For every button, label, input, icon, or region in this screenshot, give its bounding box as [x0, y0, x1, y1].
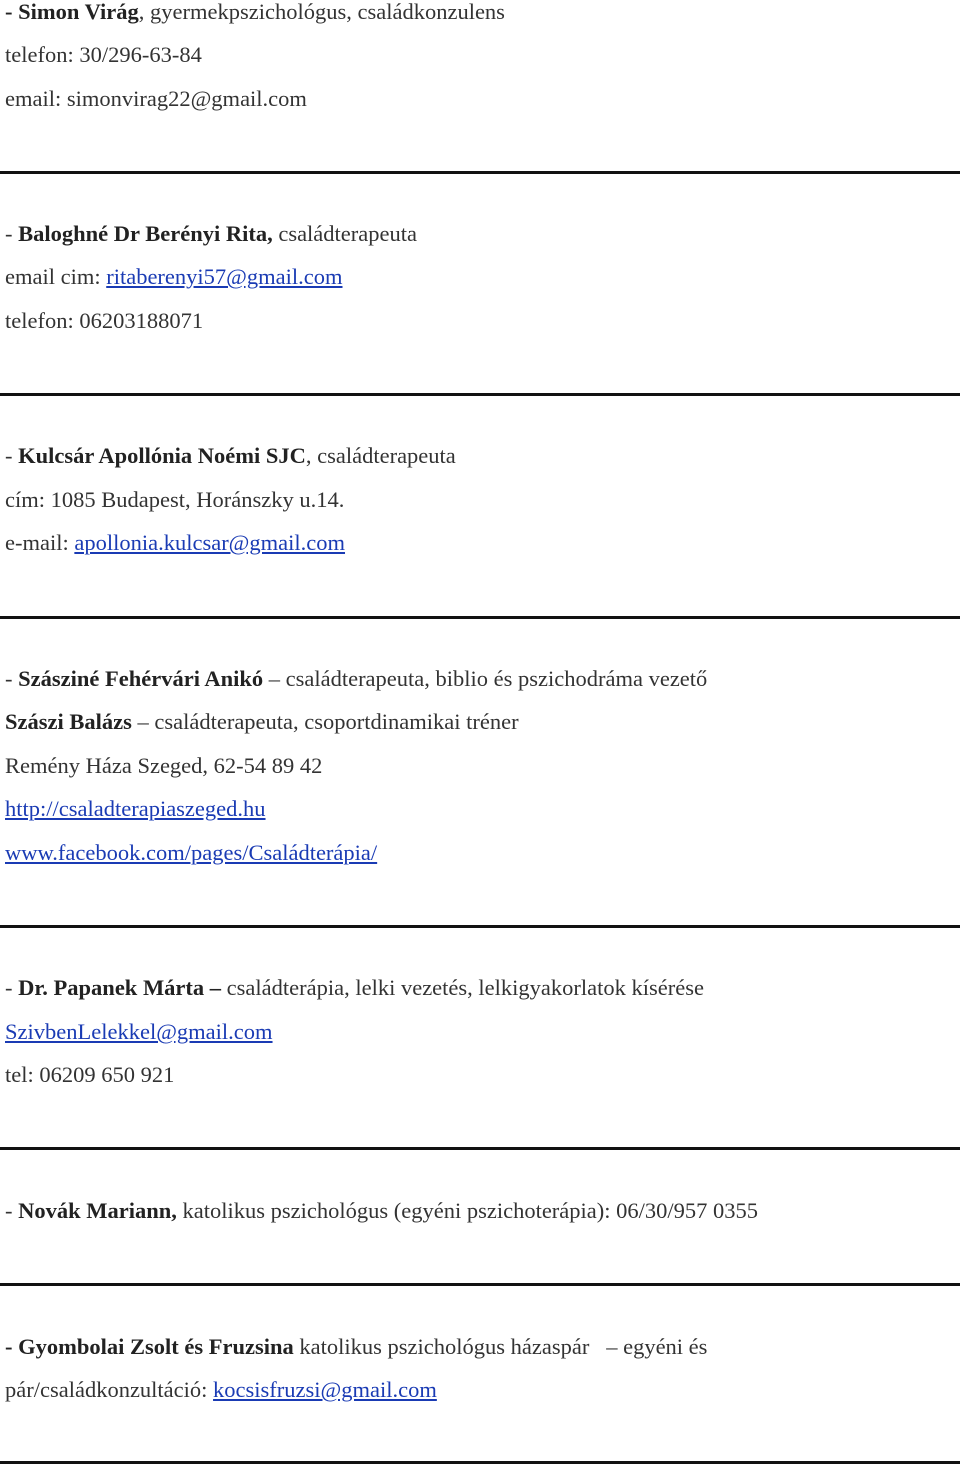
person-role: , családterapeuta: [305, 443, 456, 468]
facebook-link[interactable]: www.facebook.com/pages/Családterápia/: [5, 840, 378, 865]
entry-1-heading: [5, 1, 505, 24]
entry-2-phone: telefon: 06203188071: [5, 308, 204, 333]
person-role: családterápia, lelki vezetés, lelkigyakorlatok kísérése: [221, 975, 704, 1000]
dash: -: [5, 1334, 19, 1359]
person-role: katolikus pszichológus (egyéni pszichoterápia): 06/30/957 0355: [176, 1198, 759, 1223]
separator-rule: [0, 616, 960, 619]
dash: -: [5, 221, 19, 246]
entry-4-url-line: [5, 798, 266, 821]
website-link[interactable]: http://csaladterapiaszeged.hu: [5, 796, 266, 821]
en-dash: –: [209, 975, 222, 1000]
en-dash: –: [606, 1334, 618, 1359]
person-role: családterapeuta, biblio és pszichodráma vezető: [279, 666, 708, 691]
entry-6-heading: [5, 1200, 758, 1223]
entry-7-line-2: [5, 1379, 437, 1402]
email-label: email cim:: [5, 264, 107, 289]
entry-7-heading: [5, 1336, 707, 1359]
entry-5-phone: tel: 06209 650 921: [5, 1062, 175, 1087]
entry-2-email-line: [5, 266, 343, 289]
person-role: családterapeuta: [272, 221, 417, 246]
person-name: Novák Mariann,: [18, 1198, 177, 1223]
separator-rule: [0, 1283, 960, 1286]
separator-rule: [0, 1461, 960, 1464]
separator-rule: [0, 925, 960, 928]
person-name: Simon Virág: [18, 0, 139, 24]
entry-3-address: cím: 1085 Budapest, Horánszky u.14.: [5, 487, 345, 512]
dash: -: [5, 1198, 19, 1223]
entry-5-heading: [5, 977, 704, 1000]
email-link[interactable]: SzivbenLelekkel@gmail.com: [5, 1019, 273, 1044]
person-role: családterapeuta, csoportdinamikai tréner: [148, 709, 519, 734]
person-name: Gyombolai Zsolt és Fruzsina: [18, 1334, 294, 1359]
email-link[interactable]: kocsisfruzsi@gmail.com: [213, 1377, 437, 1402]
person-name: Szásziné Fehérvári Anikó: [18, 666, 264, 691]
person-name: Kulcsár Apollónia Noémi SJC: [18, 443, 306, 468]
dash: -: [5, 666, 19, 691]
en-dash: –: [268, 666, 280, 691]
entry-4-heading: [5, 668, 707, 691]
person-name: Baloghné Dr Berényi Rita,: [18, 221, 273, 246]
email-label: e-mail:: [5, 530, 75, 555]
entry-3-email-line: [5, 532, 345, 555]
entry-1-phone: telefon: 30/296-63-84: [5, 42, 202, 67]
entry-5-email-line: [5, 1021, 273, 1044]
email-link[interactable]: apollonia.kulcsar@gmail.com: [74, 530, 346, 555]
entry-1-email: email: simonvirag22@gmail.com: [5, 86, 307, 111]
dash: -: [5, 975, 19, 1000]
entry-3-heading: [5, 445, 456, 468]
person-role: katolikus pszichológus házaspár: [293, 1334, 590, 1359]
separator-rule: [0, 393, 960, 396]
entry-2-heading: [5, 223, 417, 246]
separator-rule: [0, 1147, 960, 1150]
separator-rule: [0, 171, 960, 174]
entry-4-second-person: [5, 711, 519, 734]
person-name: Szászi Balázs: [5, 709, 132, 734]
person-name: Dr. Papanek Márta: [18, 975, 205, 1000]
dash: -: [5, 443, 19, 468]
person-role: , gyermekpszichológus, családkonzulens: [138, 0, 505, 24]
role-line-2: pár/családkonzultáció:: [5, 1377, 214, 1402]
dash: -: [5, 0, 19, 24]
entry-4-facebook-line: [5, 842, 377, 865]
person-role-tail: egyéni és: [623, 1334, 708, 1359]
entry-4-address: Remény Háza Szeged, 62-54 89 42: [5, 753, 323, 778]
email-link[interactable]: ritaberenyi57@gmail.com: [106, 264, 343, 289]
en-dash: –: [137, 709, 149, 734]
